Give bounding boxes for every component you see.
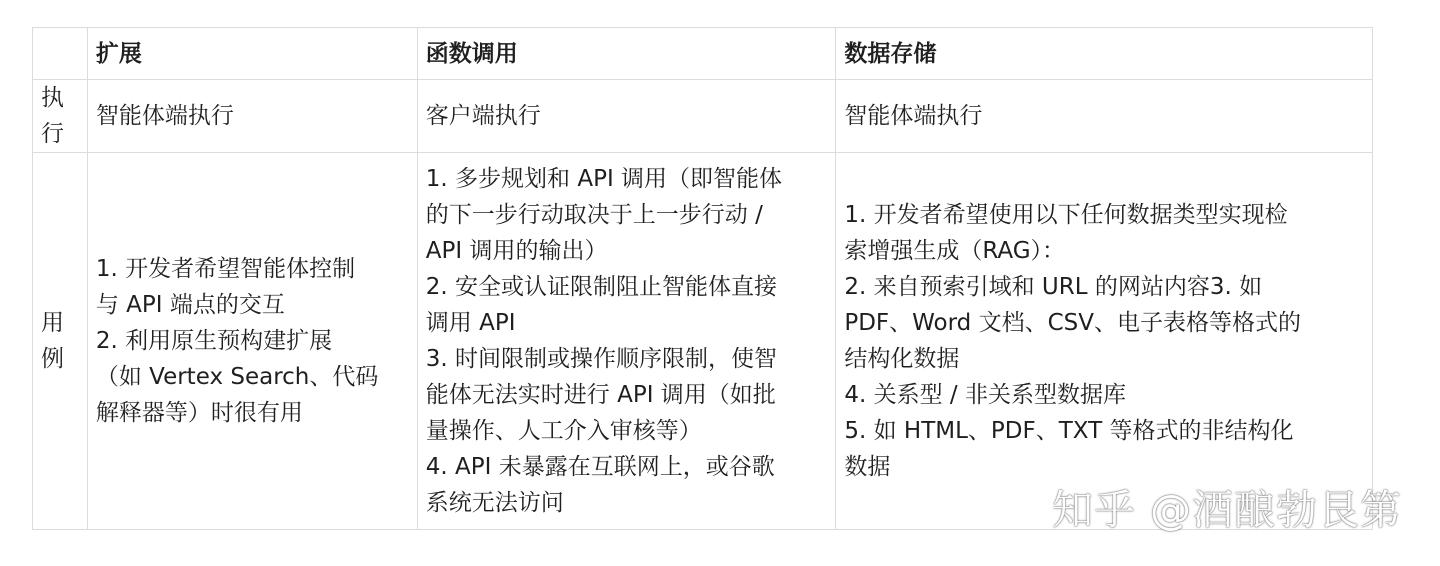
datastore-use-cases (844, 197, 1364, 485)
datastore-use-case-line: 4. 关系型 / 非关系型数据库 (844, 382, 1126, 408)
execution-function-cell: 客户端执行 (417, 80, 836, 153)
datastore-use-case-line: 5. 如 HTML、PDF、TXT 等格式的非结构化 (844, 418, 1294, 444)
datastore-use-case-line: 索增强生成（RAG）： (844, 238, 1066, 264)
function-use-case-line: 1. 多步规划和 API 调用（即智能体 (425, 166, 783, 192)
function-use-case-line: 4. API 未暴露在互联网上，或谷歌 (425, 454, 775, 480)
function-use-case-line: 的下一步行动取决于上一步行动 / (425, 202, 763, 228)
use-case-row (33, 153, 1373, 530)
extension-use-case-line: 1. 开发者希望智能体控制 (95, 256, 356, 282)
header-row (33, 28, 1373, 80)
function-use-case-line: 量操作、人工介入审核等） (425, 418, 702, 444)
datastore-use-case-line: 1. 开发者希望使用以下任何数据类型实现检 (844, 202, 1288, 228)
function-use-cases (426, 161, 828, 521)
extension-use-case-line: 解释器等）时很有用 (95, 400, 303, 426)
execution-row-label: 执行 (33, 80, 88, 153)
function-use-case-line: API 调用的输出） (425, 238, 608, 264)
extension-use-case-line: 与 API 端点的交互 (95, 292, 285, 318)
header-data-stores: 数据存储 (836, 28, 1373, 80)
datastore-use-case-line: 数据 (844, 454, 891, 480)
function-use-case-line: 系统无法访问 (425, 490, 564, 516)
datastore-use-case-line: 结构化数据 (844, 346, 960, 372)
function-use-case-line: 能体无法实时进行 API 调用（如批 (425, 382, 776, 408)
header-extensions: 扩展 (87, 28, 417, 80)
use-case-row-label: 用例 (33, 153, 88, 530)
use-case-function-cell (417, 153, 836, 530)
function-use-case-line: 3. 时间限制或操作顺序限制，使智 (425, 346, 778, 372)
datastore-use-case-line: 2. 来自预索引域和 URL 的网站内容3. 如 (844, 274, 1263, 300)
extension-use-case-line: 2. 利用原生预构建扩展 (95, 328, 333, 354)
header-function-calling: 函数调用 (417, 28, 836, 80)
execution-row (33, 80, 1373, 153)
extension-use-case-line: （如 Vertex Search、代码 (95, 364, 379, 390)
comparison-table (32, 27, 1373, 530)
use-case-datastore-cell (836, 153, 1373, 530)
function-use-case-line: 2. 安全或认证限制阻止智能体直接 (425, 274, 778, 300)
use-case-extensions-cell (87, 153, 417, 530)
header-empty-cell (33, 28, 88, 80)
datastore-use-case-line: PDF、Word 文档、CSV、电子表格等格式的 (844, 310, 1301, 336)
zhihu-watermark: 知乎 @酒酿勃艮第 (1052, 486, 1403, 534)
extension-use-cases (96, 251, 409, 431)
function-use-case-line: 调用 API (425, 310, 516, 336)
execution-extensions-cell: 智能体端执行 (87, 80, 417, 153)
execution-datastore-cell: 智能体端执行 (836, 80, 1373, 153)
